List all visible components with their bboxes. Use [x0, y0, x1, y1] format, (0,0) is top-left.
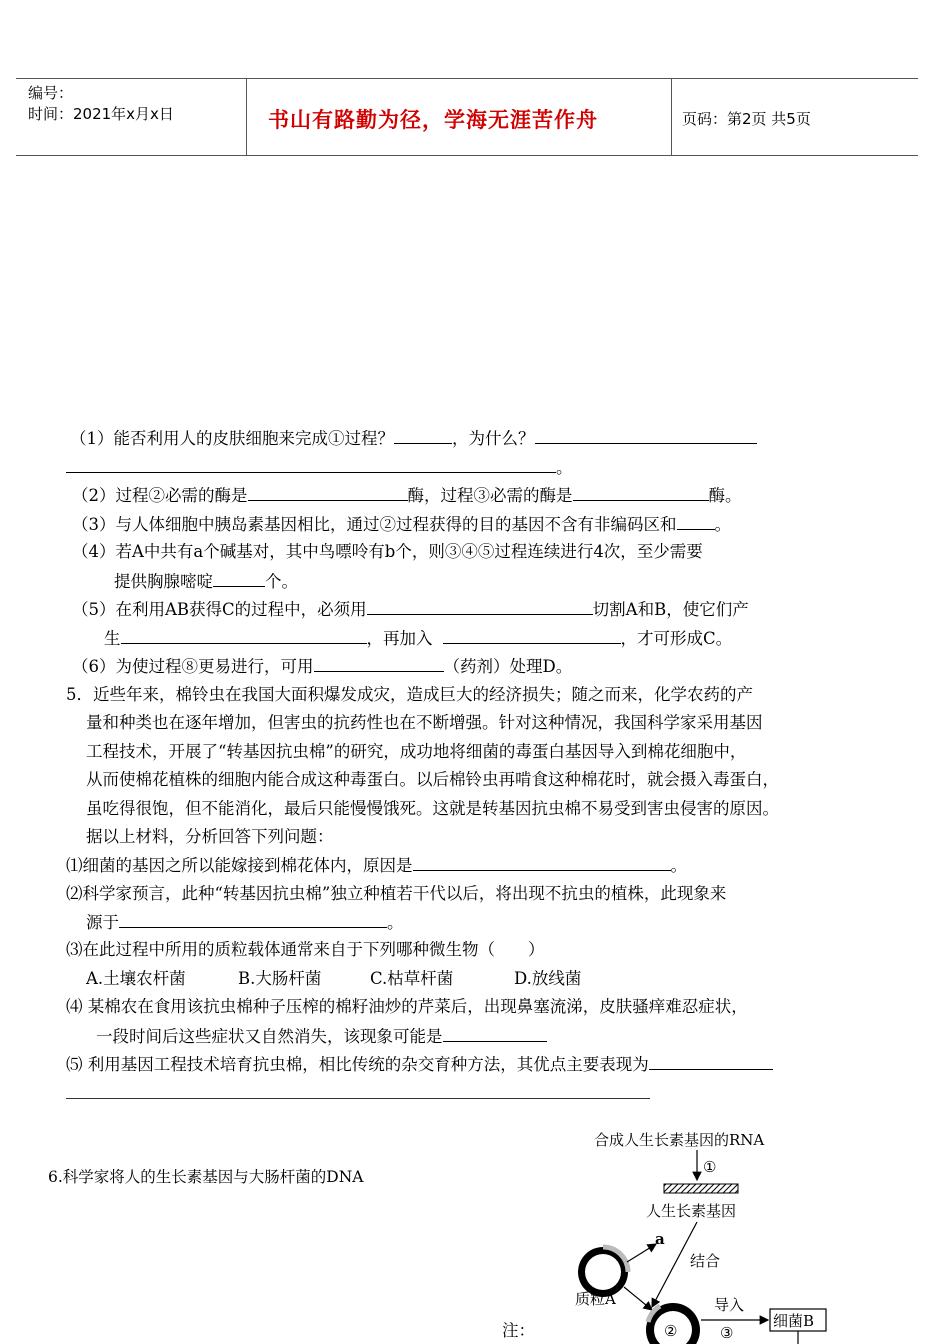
q4-sub6: （6）为使过程⑧更易进行，可用 （药剂）处理D。 [72, 657, 573, 676]
q5-option-a[interactable]: A.土壤农杆菌 [86, 969, 186, 988]
header-time: 时间：2021年x月x日 [28, 105, 174, 123]
q5-sub4: ⑷ 某棉农在食用该抗虫棉种子压榨的棉籽油炒的芹菜后，出现鼻塞流涕，皮肤骚痒难忍症状， [66, 997, 748, 1016]
answer-blank[interactable] [248, 484, 408, 501]
answer-blank[interactable] [367, 598, 593, 615]
q5-paragraph-line-1: 5．近些年来，棉铃虫在我国大面积爆发成灾，造成巨大的经济损失；随之而来，化学农药的产 [66, 685, 753, 704]
q4-sub4-cont: 提供胸腺嘧啶 个。 [114, 572, 298, 591]
q5-paragraph-line-2: 量和种类也在逐年增加，但害虫的抗药性也在不断增强。针对这种情况，我国科学家采用基因 [86, 713, 763, 732]
import-label: 导入 [714, 1296, 745, 1314]
answer-blank[interactable] [66, 456, 556, 473]
q5-paragraph-line-3: 工程技术，开展了“转基因抗虫棉”的研究，成功地将细菌的毒蛋白基因导入到棉花细胞中， [86, 742, 747, 761]
answer-blank[interactable] [443, 1025, 547, 1042]
q5-sub4-cont: 一段时间后这些症状又自然消失，该现象可能是 [96, 1025, 547, 1048]
q5-sub5-answer-line[interactable] [66, 1098, 650, 1099]
header-bottom-rule [16, 155, 918, 156]
q4-sub4: （4）若A中共有a个碱基对，其中鸟嘌呤有b个，则③④⑤过程连续进行4次，至少需要 [72, 542, 703, 561]
plasmid-a-label: 质粒A [575, 1290, 616, 1308]
step-3-label: ③ [720, 1324, 734, 1342]
answer-blank[interactable] [213, 570, 265, 587]
answer-blank[interactable] [413, 854, 671, 871]
answer-blank[interactable] [573, 484, 709, 501]
answer-blank[interactable] [535, 427, 757, 444]
arrow-plasmid-to-recombinant [624, 1287, 652, 1310]
gene-engineering-diagram [560, 1122, 920, 1344]
q6-text: 6.科学家将人的生长素基因与大肠杆菌的DNA [48, 1168, 364, 1186]
answer-blank[interactable] [314, 655, 444, 672]
answer-blank[interactable] [677, 513, 715, 530]
q4-sub1: （1）能否利用人的皮肤细胞来完成①过程？ ，为什么？ [70, 427, 757, 450]
header-divider-left [246, 78, 247, 155]
q5-sub2-cont: 源于 。 [86, 913, 404, 932]
q5-option-c[interactable]: C.枯草杆菌 [370, 969, 454, 988]
q4-sub5-cont: 生 ，再加入 ，才可形成C。 [104, 629, 733, 648]
gene-bar [664, 1184, 738, 1193]
header-page-number: 页码：第2页 共5页 [682, 110, 811, 128]
gene-label: 人生长素基因 [646, 1202, 737, 1220]
q4-sub1-cont: 。 [66, 456, 573, 479]
answer-blank[interactable] [649, 1053, 773, 1070]
q4-sub3: （3）与人体细胞中胰岛素基因相比，通过②过程获得的目的基因不含有非编码区和 。 [72, 515, 731, 534]
step-2-label: ② [664, 1322, 678, 1340]
answer-blank[interactable] [443, 627, 621, 644]
a-label: a [655, 1230, 665, 1248]
q5-option-b[interactable]: B.大肠杆菌 [238, 969, 322, 988]
arrow-a [627, 1244, 656, 1262]
q4-sub2: （2）过程②必需的酶是 酶，过程③必需的酶是 酶。 [72, 486, 742, 505]
q5-paragraph-line-4: 从而使棉花植株的细胞内能合成这种毒蛋白。以后棉铃虫再啃食这种棉花时，就会摄入毒蛋白， [86, 770, 779, 789]
header-code-label: 编号： [28, 84, 74, 102]
q5-paragraph-line-5: 虽吃得很饱，但不能消化，最后只能慢慢饿死。这就是转基因抗虫棉不易受到害虫侵害的原因。 [86, 799, 779, 818]
q5-sub5: ⑸ 利用基因工程技术培育抗虫棉，相比传统的杂交育种方法，其优点主要表现为 [66, 1053, 773, 1076]
answer-blank[interactable] [119, 911, 387, 928]
answer-blank[interactable] [394, 427, 452, 444]
q4-sub5: （5）在利用AB获得C的过程中，必须用 切割A和B，使它们产 [72, 600, 749, 619]
q5-paragraph-line-6: 据以上材料，分析回答下列问题： [86, 827, 334, 846]
rna-label: 合成人生长素基因的RNA [594, 1131, 765, 1149]
q5-option-d[interactable]: D.放线菌 [514, 969, 582, 988]
header-top-rule [16, 78, 918, 79]
q6-note: 注： [502, 1321, 535, 1340]
header-divider-right [671, 78, 672, 155]
bacteria-b-label: 细菌B [773, 1312, 815, 1330]
q5-sub1: ⑴细菌的基因之所以能嫁接到棉花体内，原因是 。 [66, 856, 687, 875]
combine-label: 结合 [690, 1252, 721, 1270]
q5-sub2: ⑵科学家预言，此种“转基因抗虫棉”独立种植若干代以后，将出现不抗虫的植株，此现象来 [66, 884, 727, 903]
q5-sub3: ⑶在此过程中所用的质粒载体通常来自于下列哪种微生物（ ） [66, 940, 545, 959]
step-1-label: ① [703, 1158, 717, 1176]
header-motto: 书山有路勤为径，学海无涯苦作舟 [268, 108, 598, 132]
answer-blank[interactable] [121, 627, 367, 644]
